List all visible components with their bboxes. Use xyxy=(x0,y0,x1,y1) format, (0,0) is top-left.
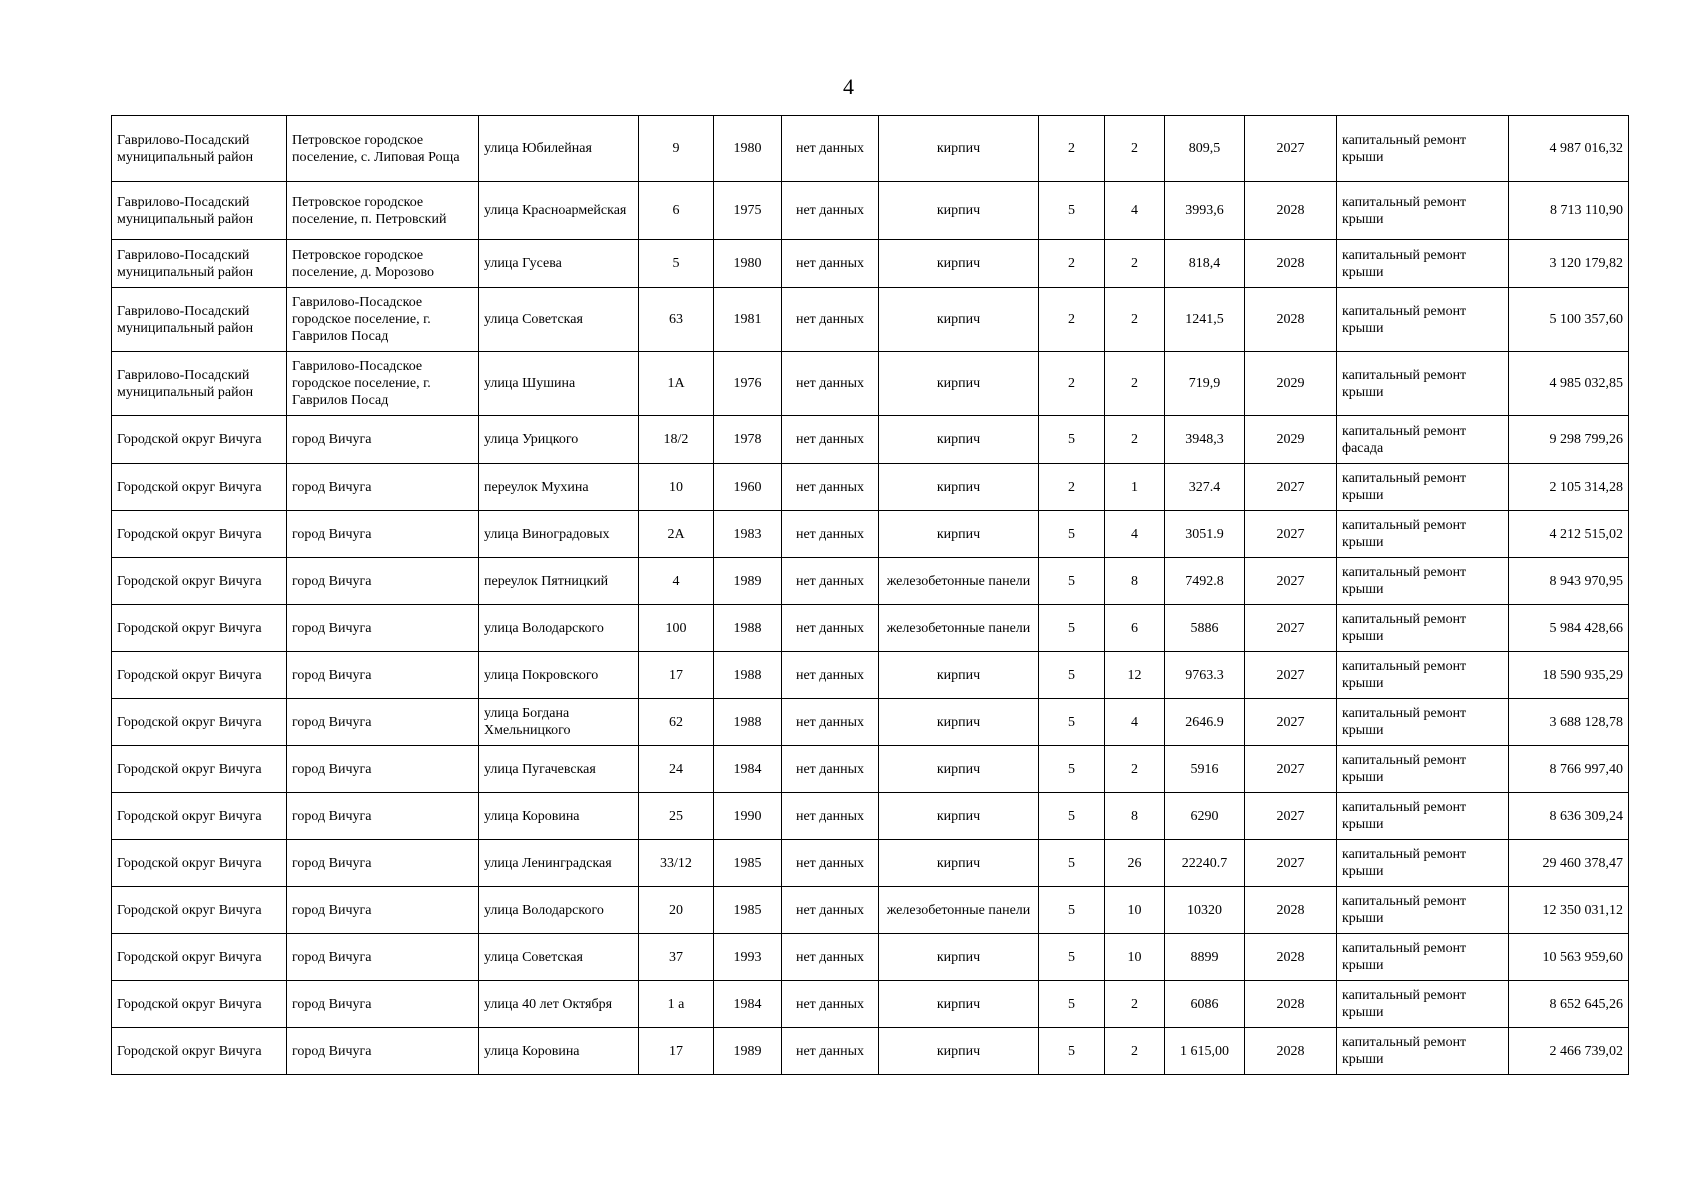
floors-cell: 5 xyxy=(1039,558,1105,605)
work-type-cell: капитальный ремонт крыши xyxy=(1337,746,1509,793)
entrances-cell: 26 xyxy=(1105,840,1165,887)
district-cell: Городской округ Вичуга xyxy=(112,887,287,934)
year-built-cell: 1978 xyxy=(714,416,782,464)
street-cell: переулок Мухина xyxy=(479,464,639,511)
work-type-cell: капитальный ремонт фасада xyxy=(1337,416,1509,464)
wall-material-cell: кирпич xyxy=(879,746,1039,793)
street-cell: улица Богдана Хмельницкого xyxy=(479,699,639,746)
year-built-cell: 1985 xyxy=(714,887,782,934)
cost-cell: 8 943 970,95 xyxy=(1509,558,1629,605)
settlement-cell: город Вичуга xyxy=(287,699,479,746)
area-cell: 5916 xyxy=(1165,746,1245,793)
last-repair-year-cell: нет данных xyxy=(782,1028,879,1075)
entrances-cell: 8 xyxy=(1105,558,1165,605)
year-built-cell: 1988 xyxy=(714,605,782,652)
settlement-cell: Гаврилово-Посадское городское поселение, г. Гаврилов Посад xyxy=(287,288,479,352)
table-body xyxy=(112,116,1629,1075)
district-cell: Гаврилово-Посадский муниципальный район xyxy=(112,352,287,416)
last-repair-year-cell: нет данных xyxy=(782,558,879,605)
house-number-cell: 18/2 xyxy=(639,416,714,464)
district-cell: Городской округ Вичуга xyxy=(112,746,287,793)
house-number-cell: 5 xyxy=(639,240,714,288)
last-repair-year-cell: нет данных xyxy=(782,652,879,699)
floors-cell: 5 xyxy=(1039,416,1105,464)
table-row xyxy=(112,934,1629,981)
area-cell: 7492.8 xyxy=(1165,558,1245,605)
year-built-cell: 1993 xyxy=(714,934,782,981)
settlement-cell: город Вичуга xyxy=(287,558,479,605)
house-number-cell: 63 xyxy=(639,288,714,352)
floors-cell: 5 xyxy=(1039,887,1105,934)
floors-cell: 5 xyxy=(1039,1028,1105,1075)
house-number-cell: 17 xyxy=(639,652,714,699)
last-repair-year-cell: нет данных xyxy=(782,981,879,1028)
wall-material-cell: кирпич xyxy=(879,464,1039,511)
cost-cell: 4 985 032,85 xyxy=(1509,352,1629,416)
last-repair-year-cell: нет данных xyxy=(782,511,879,558)
cost-cell: 8 713 110,90 xyxy=(1509,182,1629,240)
street-cell: улица Советская xyxy=(479,934,639,981)
settlement-cell: город Вичуга xyxy=(287,605,479,652)
year-built-cell: 1989 xyxy=(714,558,782,605)
work-type-cell: капитальный ремонт крыши xyxy=(1337,605,1509,652)
last-repair-year-cell: нет данных xyxy=(782,746,879,793)
entrances-cell: 12 xyxy=(1105,652,1165,699)
planned-year-cell: 2027 xyxy=(1245,511,1337,558)
year-built-cell: 1980 xyxy=(714,240,782,288)
last-repair-year-cell: нет данных xyxy=(782,116,879,182)
housing-repair-table xyxy=(111,115,1629,1075)
wall-material-cell: кирпич xyxy=(879,1028,1039,1075)
house-number-cell: 33/12 xyxy=(639,840,714,887)
entrances-cell: 2 xyxy=(1105,116,1165,182)
planned-year-cell: 2028 xyxy=(1245,981,1337,1028)
district-cell: Городской округ Вичуга xyxy=(112,840,287,887)
settlement-cell: Петровское городское поселение, п. Петровский xyxy=(287,182,479,240)
street-cell: улица Гусева xyxy=(479,240,639,288)
floors-cell: 5 xyxy=(1039,605,1105,652)
floors-cell: 5 xyxy=(1039,840,1105,887)
area-cell: 327.4 xyxy=(1165,464,1245,511)
planned-year-cell: 2028 xyxy=(1245,887,1337,934)
table-row xyxy=(112,981,1629,1028)
house-number-cell: 37 xyxy=(639,934,714,981)
table-row xyxy=(112,352,1629,416)
cost-cell: 5 100 357,60 xyxy=(1509,288,1629,352)
entrances-cell: 4 xyxy=(1105,511,1165,558)
planned-year-cell: 2028 xyxy=(1245,182,1337,240)
work-type-cell: капитальный ремонт крыши xyxy=(1337,558,1509,605)
floors-cell: 2 xyxy=(1039,240,1105,288)
table-row xyxy=(112,840,1629,887)
table-row xyxy=(112,416,1629,464)
entrances-cell: 2 xyxy=(1105,746,1165,793)
planned-year-cell: 2029 xyxy=(1245,352,1337,416)
area-cell: 9763.3 xyxy=(1165,652,1245,699)
work-type-cell: капитальный ремонт крыши xyxy=(1337,182,1509,240)
settlement-cell: город Вичуга xyxy=(287,416,479,464)
last-repair-year-cell: нет данных xyxy=(782,416,879,464)
cost-cell: 10 563 959,60 xyxy=(1509,934,1629,981)
entrances-cell: 4 xyxy=(1105,182,1165,240)
table-row xyxy=(112,240,1629,288)
area-cell: 22240.7 xyxy=(1165,840,1245,887)
street-cell: улица Пугачевская xyxy=(479,746,639,793)
table-row xyxy=(112,699,1629,746)
last-repair-year-cell: нет данных xyxy=(782,240,879,288)
area-cell: 818,4 xyxy=(1165,240,1245,288)
entrances-cell: 10 xyxy=(1105,934,1165,981)
district-cell: Гаврилово-Посадский муниципальный район xyxy=(112,288,287,352)
last-repair-year-cell: нет данных xyxy=(782,182,879,240)
planned-year-cell: 2028 xyxy=(1245,1028,1337,1075)
year-built-cell: 1981 xyxy=(714,288,782,352)
settlement-cell: город Вичуга xyxy=(287,652,479,699)
street-cell: улица Юбилейная xyxy=(479,116,639,182)
wall-material-cell: кирпич xyxy=(879,182,1039,240)
work-type-cell: капитальный ремонт крыши xyxy=(1337,699,1509,746)
district-cell: Городской округ Вичуга xyxy=(112,652,287,699)
entrances-cell: 1 xyxy=(1105,464,1165,511)
wall-material-cell: кирпич xyxy=(879,116,1039,182)
work-type-cell: капитальный ремонт крыши xyxy=(1337,981,1509,1028)
district-cell: Городской округ Вичуга xyxy=(112,605,287,652)
cost-cell: 29 460 378,47 xyxy=(1509,840,1629,887)
planned-year-cell: 2027 xyxy=(1245,793,1337,840)
street-cell: улица Виноградовых xyxy=(479,511,639,558)
area-cell: 2646.9 xyxy=(1165,699,1245,746)
floors-cell: 5 xyxy=(1039,934,1105,981)
settlement-cell: город Вичуга xyxy=(287,840,479,887)
work-type-cell: капитальный ремонт крыши xyxy=(1337,793,1509,840)
floors-cell: 2 xyxy=(1039,116,1105,182)
work-type-cell: капитальный ремонт крыши xyxy=(1337,464,1509,511)
planned-year-cell: 2028 xyxy=(1245,240,1337,288)
house-number-cell: 10 xyxy=(639,464,714,511)
district-cell: Гаврилово-Посадский муниципальный район xyxy=(112,182,287,240)
wall-material-cell: кирпич xyxy=(879,416,1039,464)
year-built-cell: 1988 xyxy=(714,652,782,699)
street-cell: улица Покровского xyxy=(479,652,639,699)
cost-cell: 18 590 935,29 xyxy=(1509,652,1629,699)
cost-cell: 8 652 645,26 xyxy=(1509,981,1629,1028)
district-cell: Гаврилово-Посадский муниципальный район xyxy=(112,116,287,182)
area-cell: 5886 xyxy=(1165,605,1245,652)
wall-material-cell: кирпич xyxy=(879,840,1039,887)
planned-year-cell: 2027 xyxy=(1245,605,1337,652)
area-cell: 3948,3 xyxy=(1165,416,1245,464)
district-cell: Городской округ Вичуга xyxy=(112,793,287,840)
house-number-cell: 1 а xyxy=(639,981,714,1028)
year-built-cell: 1975 xyxy=(714,182,782,240)
floors-cell: 5 xyxy=(1039,746,1105,793)
last-repair-year-cell: нет данных xyxy=(782,288,879,352)
settlement-cell: город Вичуга xyxy=(287,981,479,1028)
work-type-cell: капитальный ремонт крыши xyxy=(1337,352,1509,416)
street-cell: улица Ленинградская xyxy=(479,840,639,887)
entrances-cell: 4 xyxy=(1105,699,1165,746)
house-number-cell: 1А xyxy=(639,352,714,416)
house-number-cell: 62 xyxy=(639,699,714,746)
planned-year-cell: 2029 xyxy=(1245,416,1337,464)
last-repair-year-cell: нет данных xyxy=(782,793,879,840)
settlement-cell: город Вичуга xyxy=(287,511,479,558)
floors-cell: 5 xyxy=(1039,182,1105,240)
work-type-cell: капитальный ремонт крыши xyxy=(1337,288,1509,352)
house-number-cell: 6 xyxy=(639,182,714,240)
area-cell: 10320 xyxy=(1165,887,1245,934)
area-cell: 6086 xyxy=(1165,981,1245,1028)
table-row xyxy=(112,182,1629,240)
cost-cell: 3 688 128,78 xyxy=(1509,699,1629,746)
cost-cell: 4 212 515,02 xyxy=(1509,511,1629,558)
planned-year-cell: 2027 xyxy=(1245,116,1337,182)
work-type-cell: капитальный ремонт крыши xyxy=(1337,511,1509,558)
area-cell: 3993,6 xyxy=(1165,182,1245,240)
last-repair-year-cell: нет данных xyxy=(782,934,879,981)
settlement-cell: Гаврилово-Посадское городское поселение, г. Гаврилов Посад xyxy=(287,352,479,416)
area-cell: 8899 xyxy=(1165,934,1245,981)
settlement-cell: город Вичуга xyxy=(287,464,479,511)
entrances-cell: 2 xyxy=(1105,352,1165,416)
entrances-cell: 6 xyxy=(1105,605,1165,652)
table-row xyxy=(112,605,1629,652)
last-repair-year-cell: нет данных xyxy=(782,887,879,934)
settlement-cell: Петровское городское поселение, д. Морозово xyxy=(287,240,479,288)
wall-material-cell: кирпич xyxy=(879,352,1039,416)
work-type-cell: капитальный ремонт крыши xyxy=(1337,1028,1509,1075)
last-repair-year-cell: нет данных xyxy=(782,699,879,746)
work-type-cell: капитальный ремонт крыши xyxy=(1337,240,1509,288)
street-cell: улица 40 лет Октября xyxy=(479,981,639,1028)
planned-year-cell: 2027 xyxy=(1245,746,1337,793)
cost-cell: 3 120 179,82 xyxy=(1509,240,1629,288)
wall-material-cell: кирпич xyxy=(879,240,1039,288)
wall-material-cell: кирпич xyxy=(879,793,1039,840)
entrances-cell: 2 xyxy=(1105,1028,1165,1075)
work-type-cell: капитальный ремонт крыши xyxy=(1337,116,1509,182)
work-type-cell: капитальный ремонт крыши xyxy=(1337,934,1509,981)
cost-cell: 8 766 997,40 xyxy=(1509,746,1629,793)
planned-year-cell: 2027 xyxy=(1245,699,1337,746)
district-cell: Городской округ Вичуга xyxy=(112,934,287,981)
work-type-cell: капитальный ремонт крыши xyxy=(1337,887,1509,934)
settlement-cell: город Вичуга xyxy=(287,1028,479,1075)
planned-year-cell: 2027 xyxy=(1245,464,1337,511)
cost-cell: 2 105 314,28 xyxy=(1509,464,1629,511)
wall-material-cell: кирпич xyxy=(879,288,1039,352)
entrances-cell: 2 xyxy=(1105,240,1165,288)
floors-cell: 2 xyxy=(1039,464,1105,511)
table-row xyxy=(112,464,1629,511)
settlement-cell: город Вичуга xyxy=(287,934,479,981)
house-number-cell: 17 xyxy=(639,1028,714,1075)
street-cell: улица Красноармейская xyxy=(479,182,639,240)
area-cell: 1 615,00 xyxy=(1165,1028,1245,1075)
district-cell: Гаврилово-Посадский муниципальный район xyxy=(112,240,287,288)
settlement-cell: Петровское городское поселение, с. Липовая Роща xyxy=(287,116,479,182)
year-built-cell: 1985 xyxy=(714,840,782,887)
year-built-cell: 1984 xyxy=(714,981,782,1028)
settlement-cell: город Вичуга xyxy=(287,746,479,793)
work-type-cell: капитальный ремонт крыши xyxy=(1337,840,1509,887)
cost-cell: 9 298 799,26 xyxy=(1509,416,1629,464)
house-number-cell: 25 xyxy=(639,793,714,840)
wall-material-cell: железобетонные панели xyxy=(879,887,1039,934)
floors-cell: 2 xyxy=(1039,288,1105,352)
house-number-cell: 100 xyxy=(639,605,714,652)
entrances-cell: 2 xyxy=(1105,288,1165,352)
floors-cell: 5 xyxy=(1039,699,1105,746)
wall-material-cell: кирпич xyxy=(879,699,1039,746)
street-cell: улица Шушина xyxy=(479,352,639,416)
table-row xyxy=(112,558,1629,605)
table-row xyxy=(112,793,1629,840)
settlement-cell: город Вичуга xyxy=(287,887,479,934)
cost-cell: 5 984 428,66 xyxy=(1509,605,1629,652)
street-cell: улица Коровина xyxy=(479,793,639,840)
cost-cell: 12 350 031,12 xyxy=(1509,887,1629,934)
district-cell: Городской округ Вичуга xyxy=(112,511,287,558)
table-row xyxy=(112,511,1629,558)
district-cell: Городской округ Вичуга xyxy=(112,464,287,511)
house-number-cell: 24 xyxy=(639,746,714,793)
last-repair-year-cell: нет данных xyxy=(782,464,879,511)
planned-year-cell: 2027 xyxy=(1245,558,1337,605)
wall-material-cell: железобетонные панели xyxy=(879,558,1039,605)
planned-year-cell: 2028 xyxy=(1245,288,1337,352)
cost-cell: 4 987 016,32 xyxy=(1509,116,1629,182)
floors-cell: 2 xyxy=(1039,352,1105,416)
planned-year-cell: 2027 xyxy=(1245,840,1337,887)
area-cell: 809,5 xyxy=(1165,116,1245,182)
year-built-cell: 1984 xyxy=(714,746,782,793)
year-built-cell: 1980 xyxy=(714,116,782,182)
district-cell: Городской округ Вичуга xyxy=(112,416,287,464)
work-type-cell: капитальный ремонт крыши xyxy=(1337,652,1509,699)
table-row xyxy=(112,652,1629,699)
year-built-cell: 1988 xyxy=(714,699,782,746)
house-number-cell: 20 xyxy=(639,887,714,934)
year-built-cell: 1989 xyxy=(714,1028,782,1075)
district-cell: Городской округ Вичуга xyxy=(112,699,287,746)
area-cell: 6290 xyxy=(1165,793,1245,840)
street-cell: улица Володарского xyxy=(479,605,639,652)
last-repair-year-cell: нет данных xyxy=(782,352,879,416)
street-cell: улица Советская xyxy=(479,288,639,352)
planned-year-cell: 2027 xyxy=(1245,652,1337,699)
wall-material-cell: кирпич xyxy=(879,934,1039,981)
wall-material-cell: железобетонные панели xyxy=(879,605,1039,652)
wall-material-cell: кирпич xyxy=(879,652,1039,699)
district-cell: Городской округ Вичуга xyxy=(112,981,287,1028)
area-cell: 3051.9 xyxy=(1165,511,1245,558)
entrances-cell: 2 xyxy=(1105,416,1165,464)
year-built-cell: 1960 xyxy=(714,464,782,511)
area-cell: 1241,5 xyxy=(1165,288,1245,352)
street-cell: переулок Пятницкий xyxy=(479,558,639,605)
table-row xyxy=(112,887,1629,934)
last-repair-year-cell: нет данных xyxy=(782,605,879,652)
table-row xyxy=(112,746,1629,793)
house-number-cell: 4 xyxy=(639,558,714,605)
floors-cell: 5 xyxy=(1039,981,1105,1028)
floors-cell: 5 xyxy=(1039,793,1105,840)
year-built-cell: 1983 xyxy=(714,511,782,558)
wall-material-cell: кирпич xyxy=(879,511,1039,558)
street-cell: улица Коровина xyxy=(479,1028,639,1075)
street-cell: улица Володарского xyxy=(479,887,639,934)
district-cell: Городской округ Вичуга xyxy=(112,1028,287,1075)
cost-cell: 8 636 309,24 xyxy=(1509,793,1629,840)
table-row xyxy=(112,288,1629,352)
year-built-cell: 1976 xyxy=(714,352,782,416)
entrances-cell: 8 xyxy=(1105,793,1165,840)
year-built-cell: 1990 xyxy=(714,793,782,840)
street-cell: улица Урицкого xyxy=(479,416,639,464)
area-cell: 719,9 xyxy=(1165,352,1245,416)
district-cell: Городской округ Вичуга xyxy=(112,558,287,605)
house-number-cell: 2А xyxy=(639,511,714,558)
floors-cell: 5 xyxy=(1039,652,1105,699)
house-number-cell: 9 xyxy=(639,116,714,182)
entrances-cell: 10 xyxy=(1105,887,1165,934)
page-number: 4 xyxy=(843,74,854,99)
wall-material-cell: кирпич xyxy=(879,981,1039,1028)
table-row xyxy=(112,1028,1629,1075)
floors-cell: 5 xyxy=(1039,511,1105,558)
cost-cell: 2 466 739,02 xyxy=(1509,1028,1629,1075)
entrances-cell: 2 xyxy=(1105,981,1165,1028)
planned-year-cell: 2028 xyxy=(1245,934,1337,981)
settlement-cell: город Вичуга xyxy=(287,793,479,840)
last-repair-year-cell: нет данных xyxy=(782,840,879,887)
table-row xyxy=(112,116,1629,182)
